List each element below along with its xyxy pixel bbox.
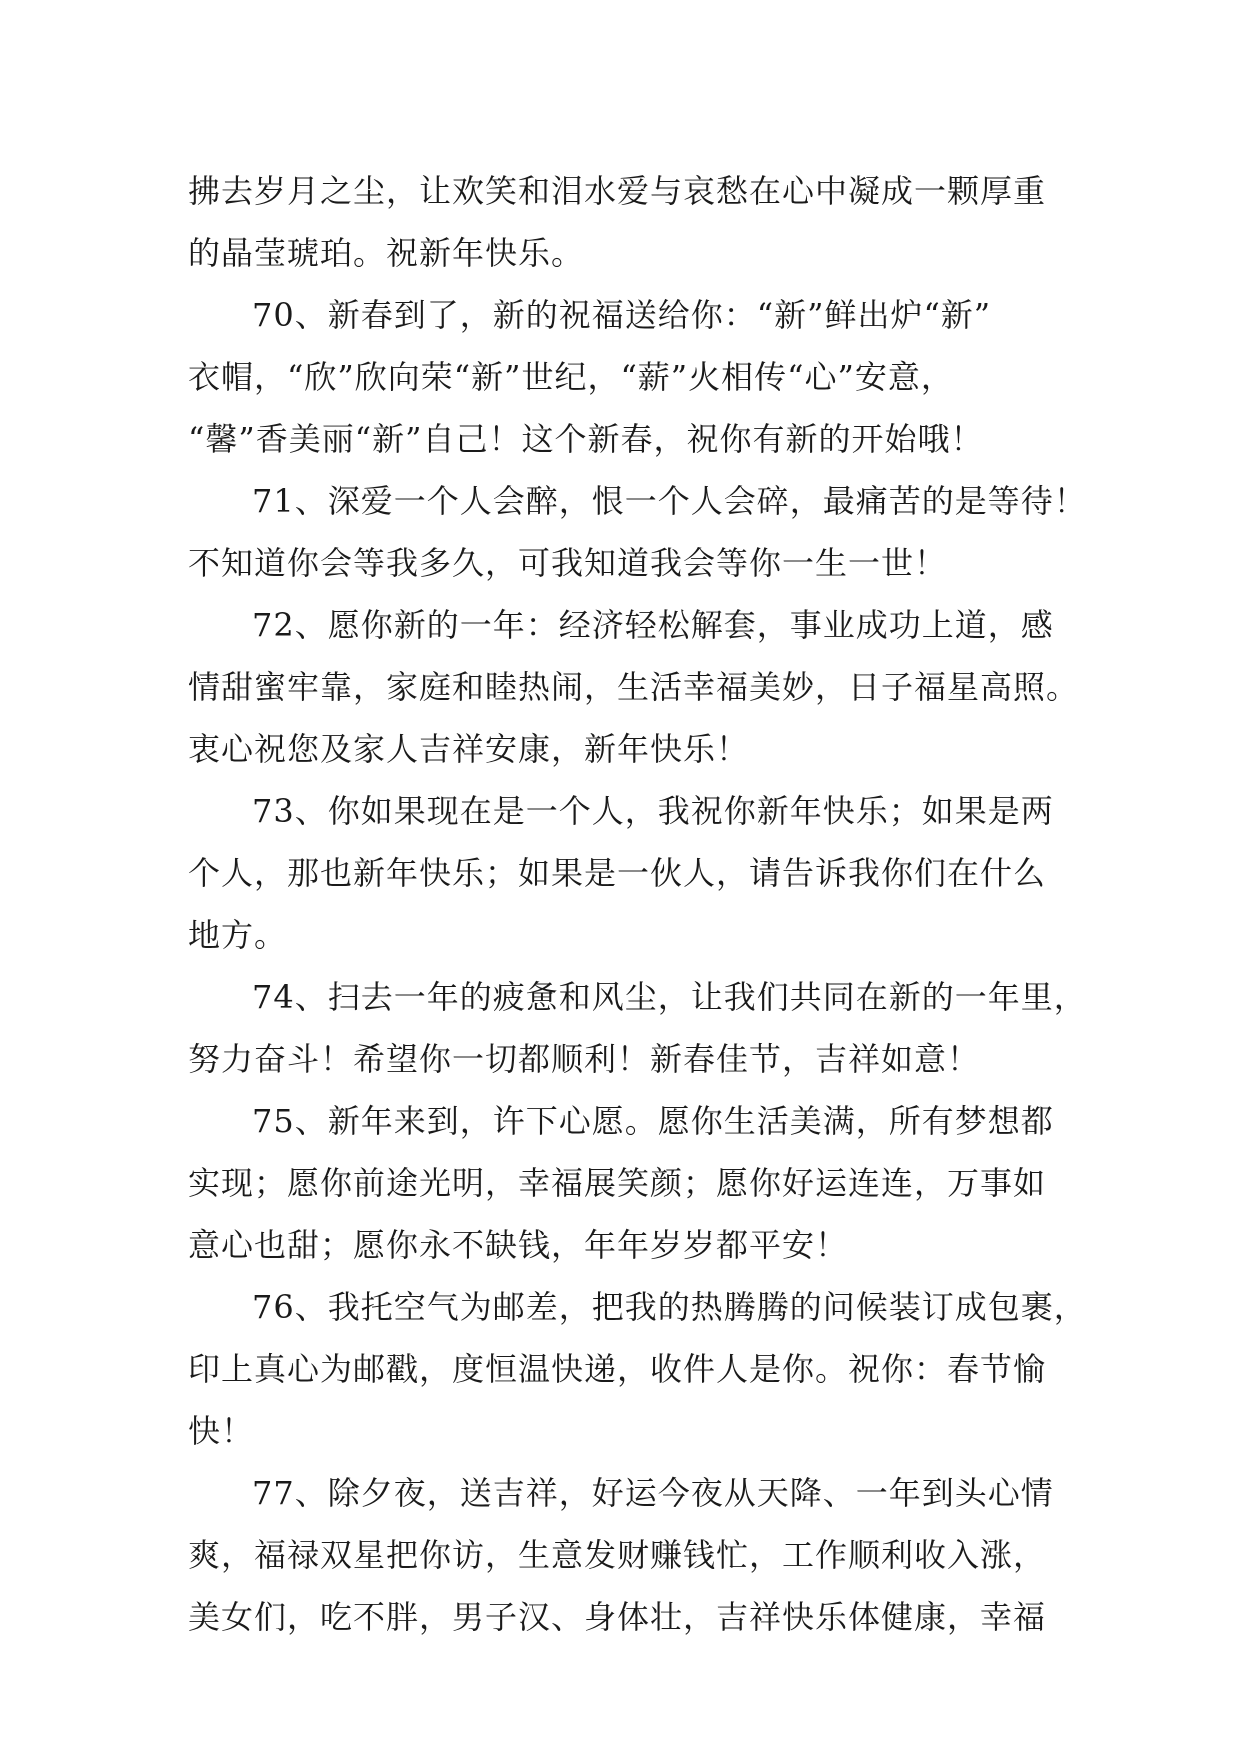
text-line: 努力奋斗！希望你一切都顺利！新春佳节，吉祥如意！ — [188, 1040, 981, 1078]
text-line: 衷心祝您及家人吉祥安康，新年快乐！ — [188, 730, 750, 768]
paragraph-start-line: 72、愿你新的一年：经济轻松解套，事业成功上道，感 — [252, 606, 1054, 644]
text-line: 实现；愿你前途光明，幸福展笑颜；愿你好运连连，万事如 — [188, 1164, 1047, 1202]
text-line: 个人，那也新年快乐；如果是一伙人，请告诉我你们在什么 — [188, 854, 1047, 892]
text-line: 地方。 — [188, 916, 288, 954]
paragraph-start-line: 77、除夕夜，送吉祥，好运今夜从天降、一年到头心情 — [252, 1474, 1054, 1512]
text-line: 意心也甜；愿你永不缺钱，年年岁岁都平安！ — [188, 1226, 849, 1264]
paragraph-start-line: 73、你如果现在是一个人，我祝你新年快乐；如果是两 — [252, 792, 1054, 830]
text-line: 不知道你会等我多久，可我知道我会等你一生一世！ — [188, 544, 948, 582]
paragraph-start-line: 71、深爱一个人会醉，恨一个人会碎，最痛苦的是等待！ — [252, 482, 1087, 520]
text-line: 美女们，吃不胖，男子汉、身体壮，吉祥快乐体健康，幸福 — [188, 1598, 1047, 1636]
paragraph-start-line: 74、扫去一年的疲惫和风尘，让我们共同在新的一年里， — [252, 978, 1087, 1016]
text-line: 爽，福禄双星把你访，生意发财赚钱忙，工作顺利收入涨， — [188, 1536, 1047, 1574]
text-line: “馨”香美丽“新”自己！这个新春，祝你有新的开始哦！ — [188, 420, 984, 458]
document-body — [188, 160, 1087, 1648]
paragraph-start-line: 76、我托空气为邮差，把我的热腾腾的问候装订成包裹， — [252, 1288, 1087, 1326]
text-line: 情甜蜜牢靠，家庭和睦热闹，生活幸福美妙，日子福星高照。 — [188, 668, 1080, 706]
text-line: 的晶莹琥珀。祝新年快乐。 — [188, 234, 585, 272]
paragraph-start-line: 75、新年来到，许下心愿。愿你生活美满，所有梦想都 — [252, 1102, 1054, 1140]
text-line: 印上真心为邮戳，度恒温快递，收件人是你。祝你：春节愉 — [188, 1350, 1047, 1388]
paragraph-start-line: 70、新春到了，新的祝福送给你：“新”鲜出炉“新” — [252, 296, 992, 334]
text-line: 拂去岁月之尘，让欢笑和泪水爱与哀愁在心中凝成一颗厚重 — [188, 172, 1047, 210]
text-line: 衣帽，“欣”欣向荣“新”世纪，“薪”火相传“心”安意， — [188, 358, 954, 396]
text-line: 快！ — [188, 1412, 255, 1450]
